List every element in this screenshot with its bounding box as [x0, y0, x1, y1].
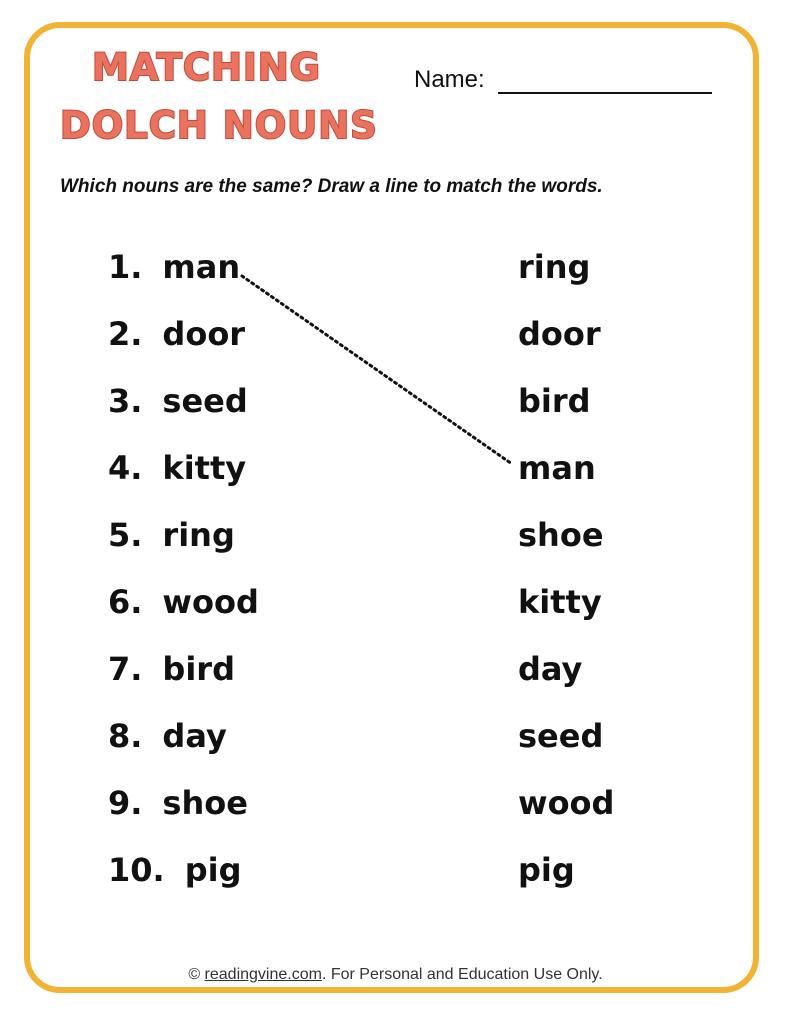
- left-item-number: 4.: [108, 449, 143, 487]
- instructions: Which nouns are the same? Draw a line to match the words.: [60, 176, 603, 197]
- right-item-3: bird: [518, 382, 591, 420]
- left-item-number: 8.: [108, 717, 143, 755]
- right-item-9: wood: [518, 784, 615, 822]
- left-item-number: 9.: [108, 784, 143, 822]
- right-item-10: pig: [518, 851, 575, 889]
- left-item-number: 10.: [108, 851, 165, 889]
- left-item-word: bird: [162, 650, 235, 688]
- left-item-word: seed: [162, 382, 248, 420]
- left-item-word: man: [162, 248, 241, 286]
- right-item-5: shoe: [518, 516, 604, 554]
- left-item-number: 6.: [108, 583, 143, 621]
- left-item-word: shoe: [162, 784, 248, 822]
- left-item-number: 2.: [108, 315, 143, 353]
- title-line-1: MATCHING: [92, 46, 322, 89]
- title-line-2: DOLCH NOUNS: [60, 104, 378, 147]
- left-item-word: door: [162, 315, 246, 353]
- right-item-4: man: [518, 449, 596, 487]
- left-item-number: 7.: [108, 650, 143, 688]
- footer-prefix: ©: [188, 966, 205, 983]
- left-item-number: 5.: [108, 516, 143, 554]
- left-item-word: kitty: [162, 449, 247, 487]
- right-item-6: kitty: [518, 583, 602, 621]
- left-item-number: 3.: [108, 382, 143, 420]
- left-item-word: ring: [162, 516, 235, 554]
- right-item-2: door: [518, 315, 601, 353]
- left-item-word: pig: [184, 851, 242, 889]
- right-item-1: ring: [518, 248, 591, 286]
- left-item-word: wood: [162, 583, 259, 621]
- left-item-number: 1.: [108, 248, 143, 286]
- name-label: Name:: [414, 66, 485, 93]
- footer: [0, 966, 791, 984]
- right-item-8: seed: [518, 717, 604, 755]
- footer-suffix: . For Personal and Education Use Only.: [321, 966, 603, 983]
- footer-link[interactable]: readingvine.com: [204, 966, 322, 983]
- right-item-7: day: [518, 650, 583, 688]
- left-item-word: day: [162, 717, 227, 755]
